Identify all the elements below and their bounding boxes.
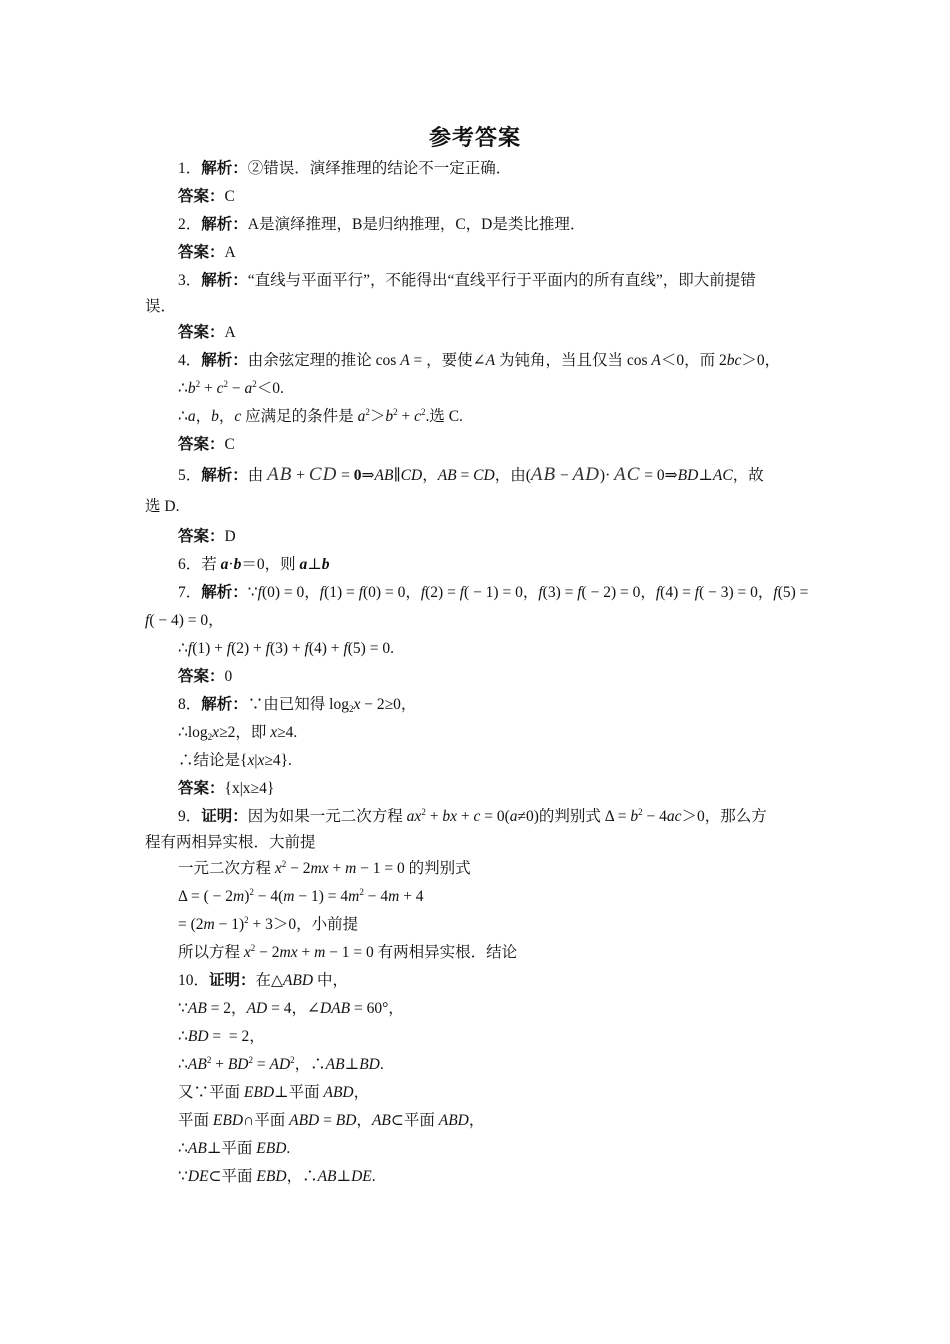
q4-answer-value: C xyxy=(224,436,235,453)
q5-line2: 选 D. xyxy=(145,498,180,515)
q8-answer xyxy=(178,778,274,800)
proof-label: 证明： xyxy=(209,972,256,989)
proof-label: 证明： xyxy=(201,808,248,825)
q8-analysis: 8．解析：∵由已知得 $\log_2x - 2\ge 0$， xyxy=(178,696,417,714)
q10-line6: 平面 EBD∩平面 ABD = BD，AB⊂平面 ABD， xyxy=(178,1112,485,1129)
q9-line3: 一元二次方程 $x^2 - 2mx + m - 1 = 0$ 的判别式 xyxy=(178,859,471,877)
analysis-label: 解析： xyxy=(201,216,248,233)
q10-number: 10． xyxy=(178,972,210,989)
q2-number: 2． xyxy=(178,216,202,233)
q9-line5: = $(2m - 1)^2 + 3>0$，小前提 xyxy=(178,915,359,933)
q8-number: 8． xyxy=(178,696,202,713)
q5-answer-value: D xyxy=(224,528,236,545)
q7-line3: ∴f(1) + f(2) + f(3) + f(4) + f(5) = 0. xyxy=(178,640,394,657)
q4-line3: ∴a，b，c 应满足的条件是 $a^2>b^2 + c^2$.选 C. xyxy=(178,407,463,425)
q10-line2: ∵AB = 2，AD = 4，∠DAB = 60°， xyxy=(178,1000,404,1017)
answer-label: 答案： xyxy=(178,528,225,545)
q3-number: 3． xyxy=(178,272,202,289)
q9-line2: 程有两相异实根．大前提 xyxy=(145,834,316,851)
analysis-label: 解析： xyxy=(201,467,248,484)
q1-answer xyxy=(178,186,235,208)
analysis-label: 解析： xyxy=(201,352,248,369)
q9-proof: 9．证明：因为如果一元二次方程 $ax^2$ + bx + c = 0(a≠0)的判别式 $\Delta = b^2 - 4ac>0$，那么方 xyxy=(178,807,767,825)
q3-answer-value: A xyxy=(224,324,236,341)
q9-number: 9． xyxy=(178,808,202,825)
q2-answer-value: A xyxy=(224,244,236,261)
q10-line4: $\therefore AB^2 + BD^2 = AD^2$，∴AB⊥BD. xyxy=(178,1055,384,1073)
answer-label: 答案： xyxy=(178,188,225,205)
q5-analysis: 5．解析：由 AB + CD = 0⇒AB∥CD，AB = CD，由(AB − AD)· AC = 0⇒BD⊥AC，故 xyxy=(178,464,764,485)
q7-answer-value: 0 xyxy=(224,668,233,685)
q10-line5: 又∵平面 EBD⊥平面 ABD， xyxy=(178,1084,370,1101)
q5-answer xyxy=(178,526,236,548)
q8-line3: ∴结论是{x|x≥4}. xyxy=(178,752,292,769)
page-title: 参考答案 xyxy=(428,125,521,150)
q8-answer-value: {x|x≥4} xyxy=(224,780,275,797)
q3-analysis xyxy=(178,270,756,292)
q3-text: “直线与平面平行”，不能得出“直线平行于平面内的所有直线”，即大前提错 xyxy=(247,272,756,289)
q10-line7: ∴AB⊥平面 EBD. xyxy=(178,1140,291,1157)
q7-number: 7． xyxy=(178,584,202,601)
q7-analysis: 7．解析：∵f(0) = 0，f(1) = f(0) = 0，f(2) = f( − 1) = 0，f(3) = f( − 2) = 0，f(4) = f( − 3) = 0，f(5) = xyxy=(178,584,809,601)
q4-analysis: 4．解析：由余弦定理的推论 cos A = ，要使∠A 为钝角，当且仅当 cos A＜0，而 2bc＞0， xyxy=(178,352,781,369)
q3-analysis-cont: 误． xyxy=(145,298,177,315)
q10-line3: ∴BD = = 2， xyxy=(178,1028,265,1045)
analysis-label: 解析： xyxy=(201,272,248,289)
answer-label: 答案： xyxy=(178,668,225,685)
q9-line4: Δ = ( − $2m)^2 - 4(m - 1) = 4m^2 - 4m + 4$ xyxy=(178,887,424,905)
q1-analysis xyxy=(178,158,511,180)
q4-number: 4． xyxy=(178,352,202,369)
q4-line2: $\therefore b^2 + c^2 - a^2<0$. xyxy=(178,379,284,397)
q7-line2: f( − 4) = 0， xyxy=(145,612,224,629)
analysis-label: 解析： xyxy=(201,584,248,601)
q2-analysis xyxy=(178,214,585,236)
q10-proof: 10．证明：在△ABD 中， xyxy=(178,972,348,989)
q2-answer xyxy=(178,242,236,264)
answer-label: 答案： xyxy=(178,436,225,453)
q1-number: 1． xyxy=(178,160,202,177)
analysis-label: 解析： xyxy=(201,696,248,713)
answer-label: 答案： xyxy=(178,780,225,797)
q8-line2: $\therefore\log_2x\ge 2$，即 x≥4. xyxy=(178,724,298,742)
answer-label: 答案： xyxy=(178,244,225,261)
q7-answer xyxy=(178,666,232,688)
q3-answer xyxy=(178,322,236,344)
q1-text: ②错误．演绎推理的结论不一定正确． xyxy=(247,160,512,177)
q6-line: 6．若 a·b＝0，则 a⊥b xyxy=(178,556,330,573)
q4-answer xyxy=(178,434,235,456)
answer-label: 答案： xyxy=(178,324,225,341)
q2-text: A是演绎推理，B是归纳推理，C，D是类比推理． xyxy=(247,216,586,233)
q9-line6: 所以方程 $x^2 - 2mx + m - 1 = 0$ 有两相异实根．结论 xyxy=(178,943,518,961)
q10-line8: ∵DE⊂平面 EBD，∴AB⊥DE. xyxy=(178,1168,376,1185)
analysis-label: 解析： xyxy=(201,160,248,177)
q1-answer-value: C xyxy=(224,188,235,205)
q5-number: 5． xyxy=(178,467,202,484)
